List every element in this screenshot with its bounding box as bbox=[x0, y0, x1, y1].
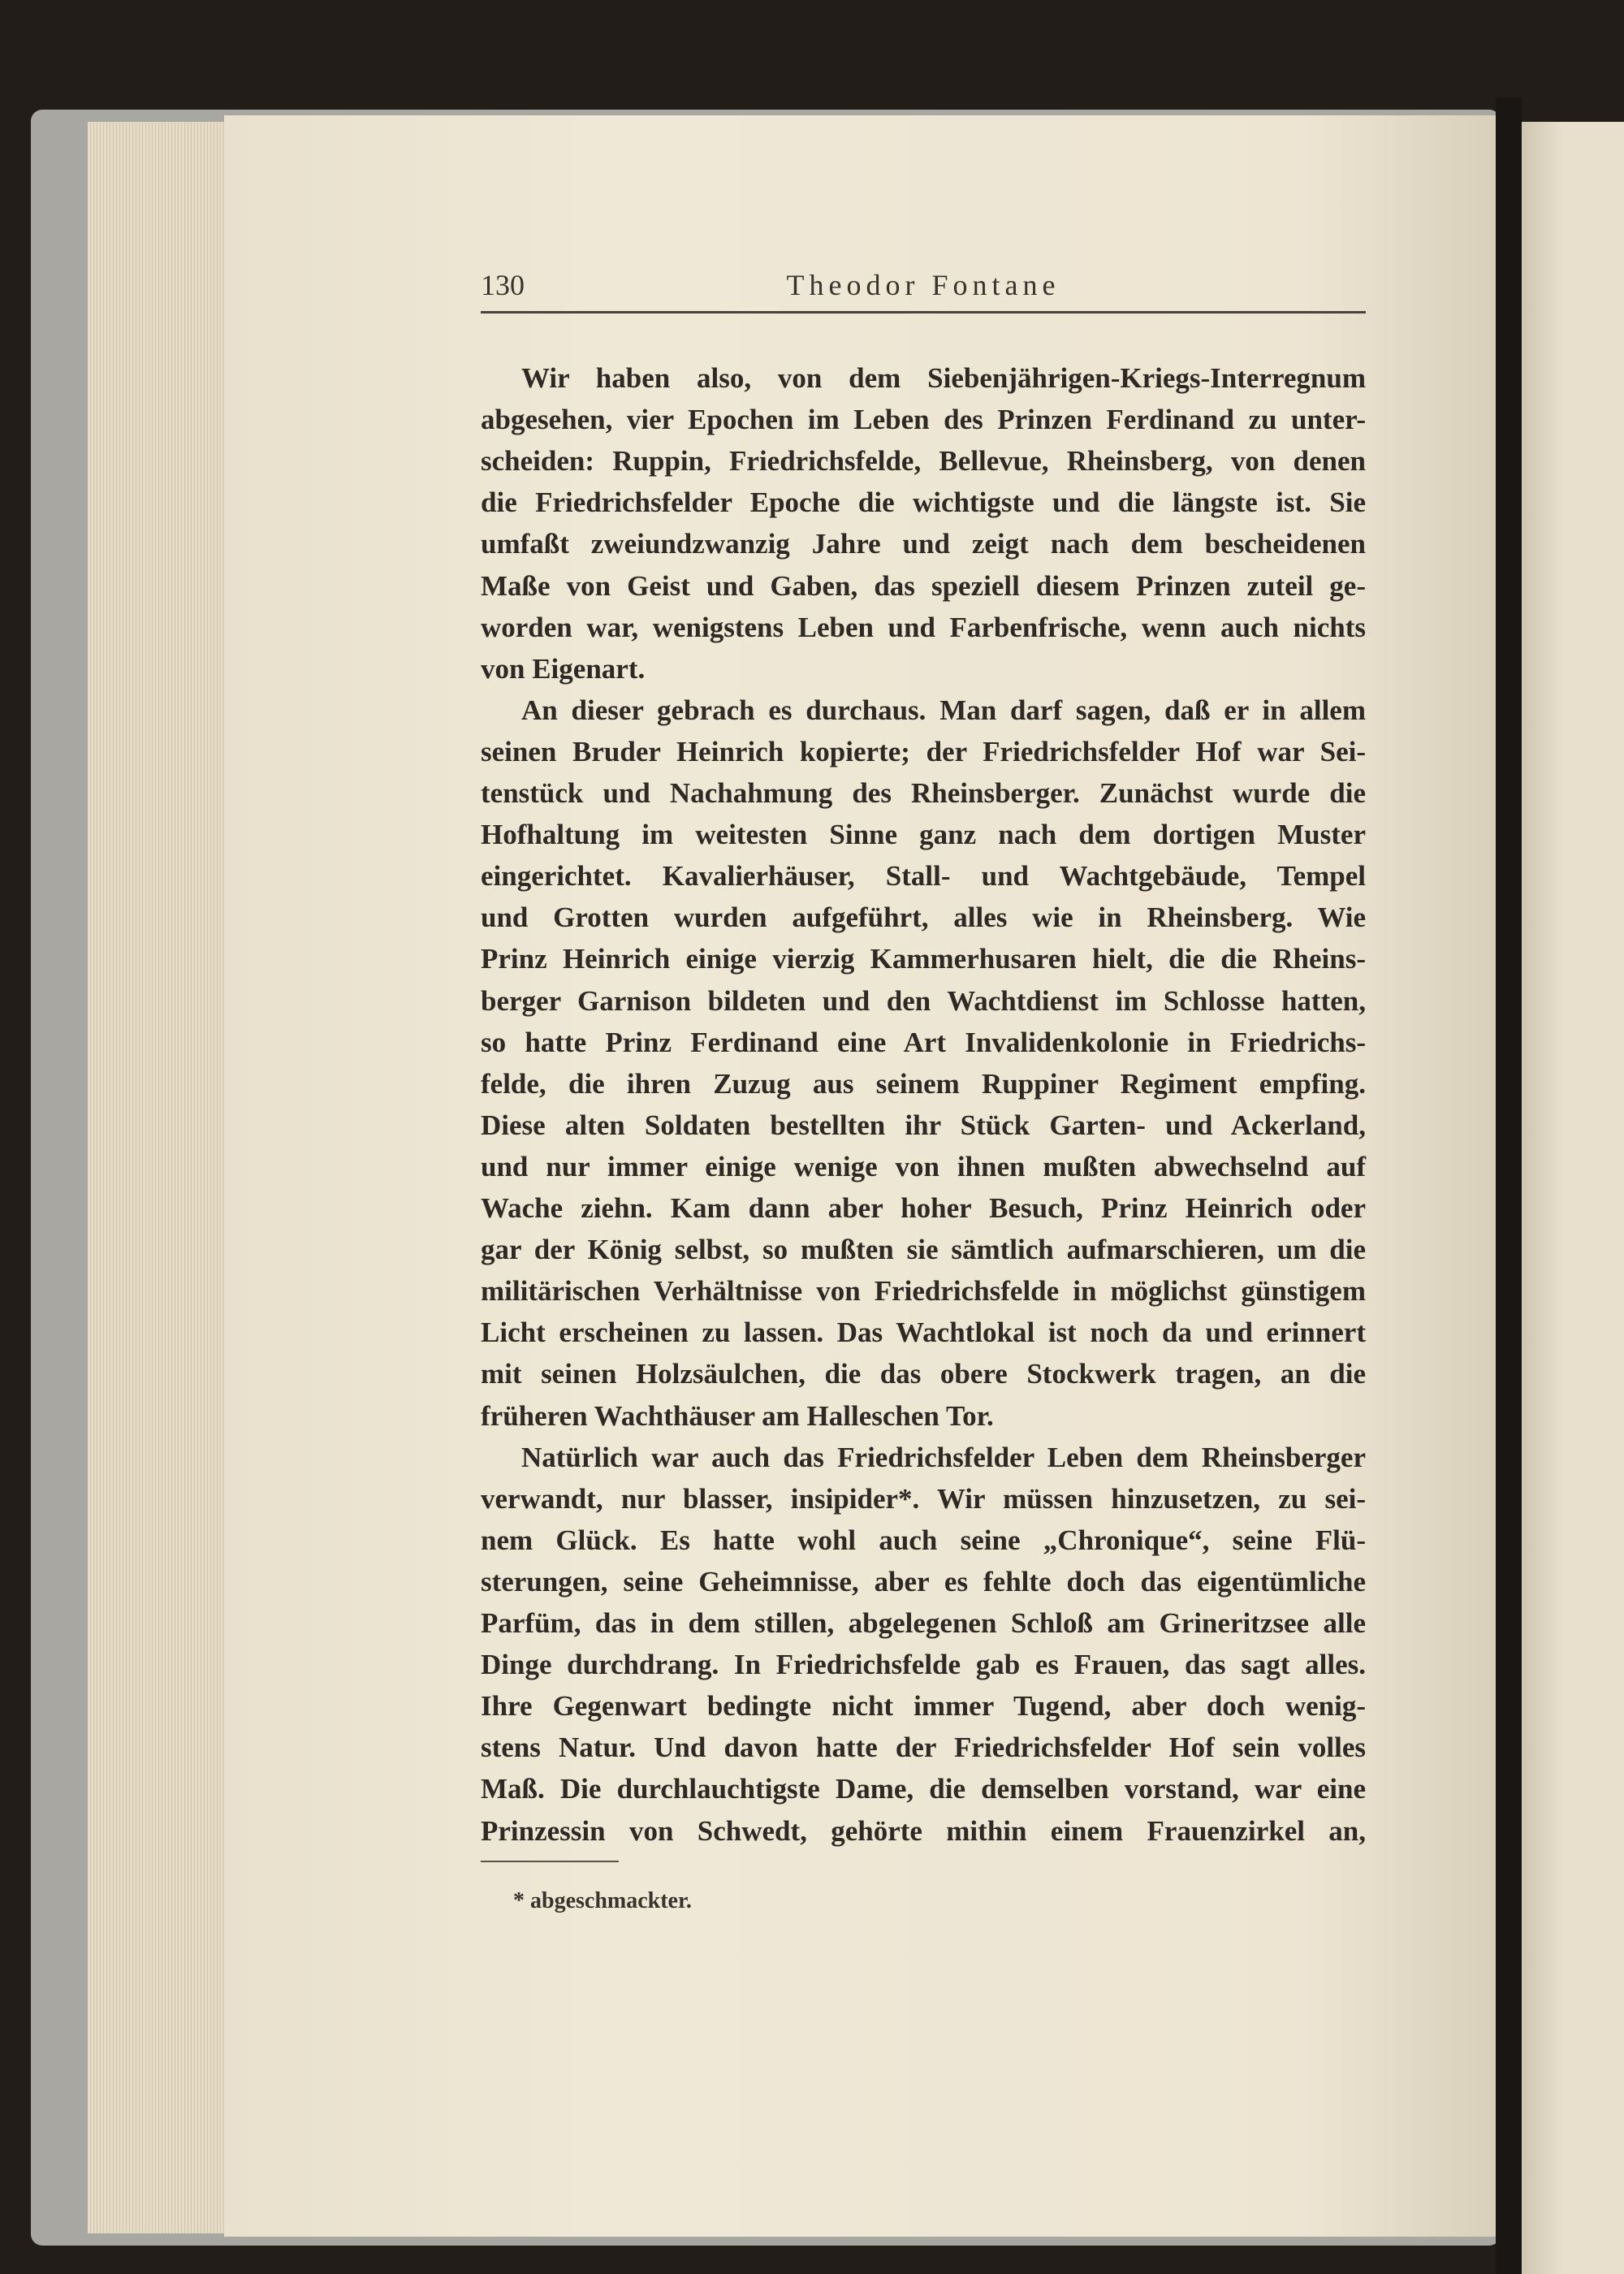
footnote: * abgeschmackter. bbox=[513, 1888, 692, 1913]
text-line: Licht erscheinen zu lassen. Das Wachtlokal ist noch da und erinnert bbox=[481, 1316, 1366, 1349]
text-line: Hofhaltung im weitesten Sinne ganz nach dem dortigen Muster bbox=[481, 819, 1366, 851]
text-line: verwandt, nur blasser, insipider*. Wir müssen hinzusetzen, zu sei- bbox=[481, 1482, 1366, 1515]
text-line: militärischen Verhältnisse von Friedrichsfelde in möglichst günstigem bbox=[481, 1275, 1366, 1308]
text-line: Diese alten Soldaten bestellten ihr Stück Garten- und Ackerland, bbox=[481, 1109, 1366, 1141]
text-line: An dieser gebrach es durchaus. Man darf sagen, daß er in allem bbox=[521, 694, 1366, 726]
text-line: die Friedrichsfelder Epoche die wichtigste und die längste ist. Sie bbox=[481, 486, 1366, 519]
text-line: Natürlich war auch das Friedrichsfelder Leben dem Rheinsberger bbox=[521, 1441, 1366, 1473]
text-line: Ihre Gegenwart bedingte nicht immer Tugend, aber doch wenig- bbox=[481, 1690, 1366, 1723]
text-line: stens Natur. Und davon hatte der Friedrichsfelder Hof sein volles bbox=[481, 1731, 1366, 1764]
text-line: Maße von Geist und Gaben, das speziell diesem Prinzen zuteil ge- bbox=[481, 569, 1366, 602]
text-line: von Eigenart. bbox=[481, 652, 646, 685]
facing-page bbox=[1522, 122, 1624, 2274]
text-line: so hatte Prinz Ferdinand eine Art Invalidenkolonie in Friedrichs- bbox=[481, 1026, 1366, 1058]
text-line: Wache ziehn. Kam dann aber hoher Besuch, Prinz Heinrich oder bbox=[481, 1192, 1366, 1224]
text-line: Dinge durchdrang. In Friedrichsfelde gab es Frauen, das sagt alles. bbox=[481, 1649, 1366, 1681]
book-gutter bbox=[1496, 97, 1522, 2274]
page-edges bbox=[88, 122, 226, 2233]
header-rule bbox=[481, 311, 1366, 313]
text-line: felde, die ihren Zuzug aus seinem Ruppiner Regiment empfing. bbox=[481, 1067, 1366, 1100]
text-line: eingerichtet. Kavalierhäuser, Stall- und Wachtgebäude, Tempel bbox=[481, 860, 1366, 893]
text-line: Maß. Die durchlauchtigste Dame, die demselben vorstand, war eine bbox=[481, 1773, 1366, 1805]
text-line: früheren Wachthäuser am Halleschen Tor. bbox=[481, 1399, 994, 1432]
text-line: gar der König selbst, so mußten sie sämtlich aufmarschieren, um die bbox=[481, 1234, 1366, 1266]
text-line: Parfüm, das in dem stillen, abgelegenen Schloß am Grineritzsee alle bbox=[481, 1607, 1366, 1639]
text-line: worden war, wenigstens Leben und Farbenfrische, wenn auch nichts bbox=[481, 611, 1366, 643]
text-line: mit seinen Holzsäulchen, die das obere Stockwerk tragen, an die bbox=[481, 1358, 1366, 1390]
text-line: Prinz Heinrich einige vierzig Kammerhusaren hielt, die die Rheins- bbox=[481, 943, 1366, 975]
text-line: seinen Bruder Heinrich kopierte; der Friedrichsfelder Hof war Sei- bbox=[481, 735, 1366, 767]
text-line: umfaßt zweiundzwanzig Jahre und zeigt nach dem bescheidenen bbox=[481, 528, 1366, 560]
page-number: 130 bbox=[481, 269, 525, 301]
text-line: tenstück und Nachahmung des Rheinsberger. Zunächst wurde die bbox=[481, 777, 1366, 809]
text-line: sterungen, seine Geheimnisse, aber es fehlte doch das eigentümliche bbox=[481, 1565, 1366, 1597]
text-line: nem Glück. Es hatte wohl auch seine „Chronique“, seine Flü- bbox=[481, 1524, 1366, 1556]
text-line: abgesehen, vier Epochen im Leben des Prinzen Ferdinand zu unter- bbox=[481, 404, 1366, 436]
text-line: berger Garnison bildeten und den Wachtdienst im Schlosse hatten, bbox=[481, 984, 1366, 1017]
text-line: und Grotten wurden aufgeführt, alles wie in Rheinsberg. Wie bbox=[481, 901, 1366, 934]
text-line: scheiden: Ruppin, Friedrichsfelde, Bellevue, Rheinsberg, von denen bbox=[481, 445, 1366, 478]
text-line: Wir haben also, von dem Siebenjährigen-Kriegs-Interregnum bbox=[521, 362, 1366, 394]
text-line: und nur immer einige wenige von ihnen mußten abwechselnd auf bbox=[481, 1150, 1366, 1182]
text-line: Prinzessin von Schwedt, gehörte mithin einem Frauenzirkel an, bbox=[481, 1814, 1366, 1847]
running-head: Theodor Fontane bbox=[786, 269, 1060, 301]
footnote-rule bbox=[481, 1861, 619, 1862]
